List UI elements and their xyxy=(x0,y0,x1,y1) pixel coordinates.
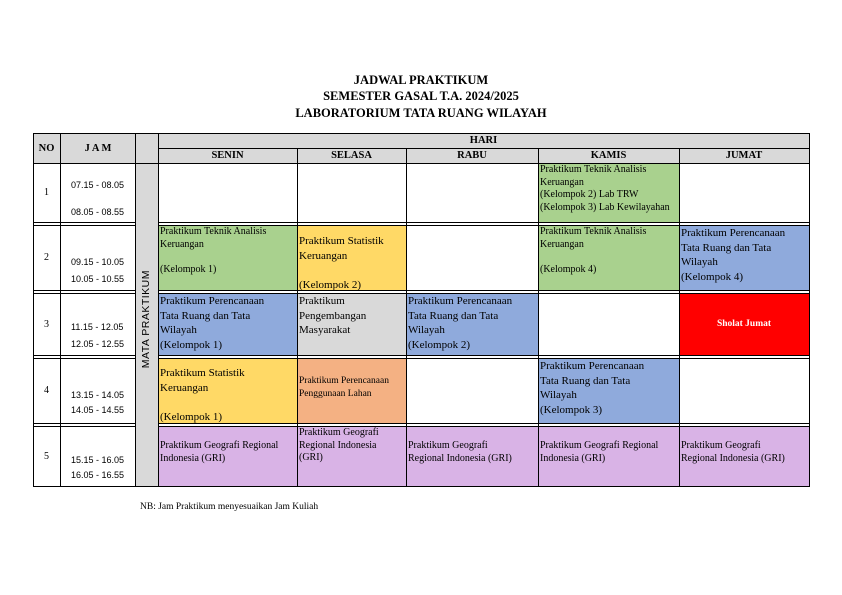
row-number: 3 xyxy=(44,318,49,330)
grid-line xyxy=(158,222,810,223)
mata-praktikum-label: MATA PRAKTIKUM xyxy=(140,270,152,369)
grid-line xyxy=(33,290,135,291)
grid-line xyxy=(33,486,810,487)
title-line-2: SEMESTER GASAL T.A. 2024/2025 xyxy=(323,89,519,103)
grid-line xyxy=(33,163,810,164)
header-hari: HARI xyxy=(469,135,498,146)
grid-line xyxy=(33,423,135,424)
grid-line xyxy=(158,423,810,424)
schedule-cell-r1-kamis: Praktikum Teknik Analisis Keruangan (Kelompok 2) Lab TRW (Kelompok 3) Lab Kewilayahan xyxy=(538,163,679,222)
grid-line xyxy=(60,133,61,487)
grid-line xyxy=(33,355,135,356)
grid-line xyxy=(158,133,159,487)
grid-line xyxy=(33,225,135,226)
header-jam: J A M xyxy=(84,142,112,154)
schedule-cell-r5-jumat: Praktikum Geografi Regional Indonesia (GRI) xyxy=(679,426,809,487)
grid-line xyxy=(33,133,34,487)
day-jumat: JUMAT xyxy=(725,150,763,161)
grid-line xyxy=(158,148,810,149)
grid-line xyxy=(33,293,135,294)
grid-line xyxy=(158,426,810,427)
time-slot: 12.05 - 12.55 xyxy=(71,339,125,349)
row-number: 5 xyxy=(44,451,49,462)
time-slot: 08.05 - 08.55 xyxy=(71,207,125,217)
title-line-3: LABORATORIUM TATA RUANG WILAYAH xyxy=(295,106,547,120)
schedule-cell-r5-kamis: Praktikum Geografi Regional Indonesia (GRI) xyxy=(538,426,679,487)
grid-line xyxy=(33,358,135,359)
row-number: 1 xyxy=(44,187,49,198)
schedule-cell-r3-senin: Praktikum Perencanaan Tata Ruang dan Tata Wilayah (Kelompok 1) xyxy=(158,293,297,355)
day-rabu: RABU xyxy=(457,150,487,161)
grid-line xyxy=(158,290,810,291)
day-selasa: SELASA xyxy=(331,150,372,161)
time-slot: 14.05 - 14.55 xyxy=(71,405,125,415)
schedule-cell-r2-kamis: Praktikum Teknik Analisis Keruangan (Kelompok 4) xyxy=(538,225,679,290)
header-no: NO xyxy=(38,142,55,154)
grid-line xyxy=(809,133,810,487)
schedule-cell-r3-rabu: Praktikum Perencanaan Tata Ruang dan Tata Wilayah (Kelompok 2) xyxy=(406,293,538,355)
schedule-cell-r3-selasa: Praktikum Pengembangan Masyarakat xyxy=(297,293,406,355)
schedule-cell-r4-kamis: Praktikum Perencanaan Tata Ruang dan Tata Wilayah (Kelompok 3) xyxy=(538,358,679,423)
grid-line xyxy=(406,148,407,487)
schedule-cell-r4-senin: Praktikum Statistik Keruangan (Kelompok 1) xyxy=(158,358,297,423)
time-slot: 16.05 - 16.55 xyxy=(71,470,125,480)
title-line-1: JADWAL PRAKTIKUM xyxy=(353,73,489,87)
schedule-cell-r2-senin: Praktikum Teknik Analisis Keruangan (Kelompok 1) xyxy=(158,225,297,290)
grid-line xyxy=(297,148,298,487)
row-number: 4 xyxy=(44,385,49,396)
grid-line xyxy=(679,148,680,487)
footnote: NB: Jam Praktikum menyesuaikan Jam Kuliah xyxy=(140,502,319,512)
grid-line xyxy=(33,133,810,134)
grid-line xyxy=(158,358,810,359)
time-slot: 13.15 - 14.05 xyxy=(71,390,125,400)
row-number: 2 xyxy=(44,252,49,263)
grid-line xyxy=(33,222,135,223)
time-slot: 15.15 - 16.05 xyxy=(71,455,125,465)
schedule-cell-r5-rabu: Praktikum Geografi Regional Indonesia (GRI) xyxy=(406,426,538,487)
time-slot: 07.15 - 08.05 xyxy=(71,180,125,190)
schedule-cell-r4-selasa: Praktikum Perencanaan Penggunaan Lahan xyxy=(297,358,406,423)
grid-line xyxy=(538,148,539,487)
schedule-cell-r3-jumat: Sholat Jumat xyxy=(679,293,809,355)
time-slot: 10.05 - 10.55 xyxy=(71,274,125,284)
schedule-cell-r5-senin: Praktikum Geografi Regional Indonesia (GRI) xyxy=(158,426,297,487)
schedule-cell-r2-selasa: Praktikum Statistik Keruangan (Kelompok 2) xyxy=(297,225,406,290)
grid-line xyxy=(158,355,810,356)
schedule-cell-r5-selasa: Praktikum Geografi Regional Indonesia (GRI) xyxy=(297,426,406,487)
day-kamis: KAMIS xyxy=(590,150,627,161)
time-slot: 09.15 - 10.05 xyxy=(71,257,125,267)
grid-line xyxy=(33,426,135,427)
time-slot: 11.15 - 12.05 xyxy=(71,322,124,332)
day-senin: SENIN xyxy=(211,150,244,161)
grid-line xyxy=(135,133,136,487)
schedule-cell-r2-jumat: Praktikum Perencanaan Tata Ruang dan Tata Wilayah (Kelompok 4) xyxy=(679,225,809,290)
grid-line xyxy=(158,293,810,294)
grid-line xyxy=(158,225,810,226)
